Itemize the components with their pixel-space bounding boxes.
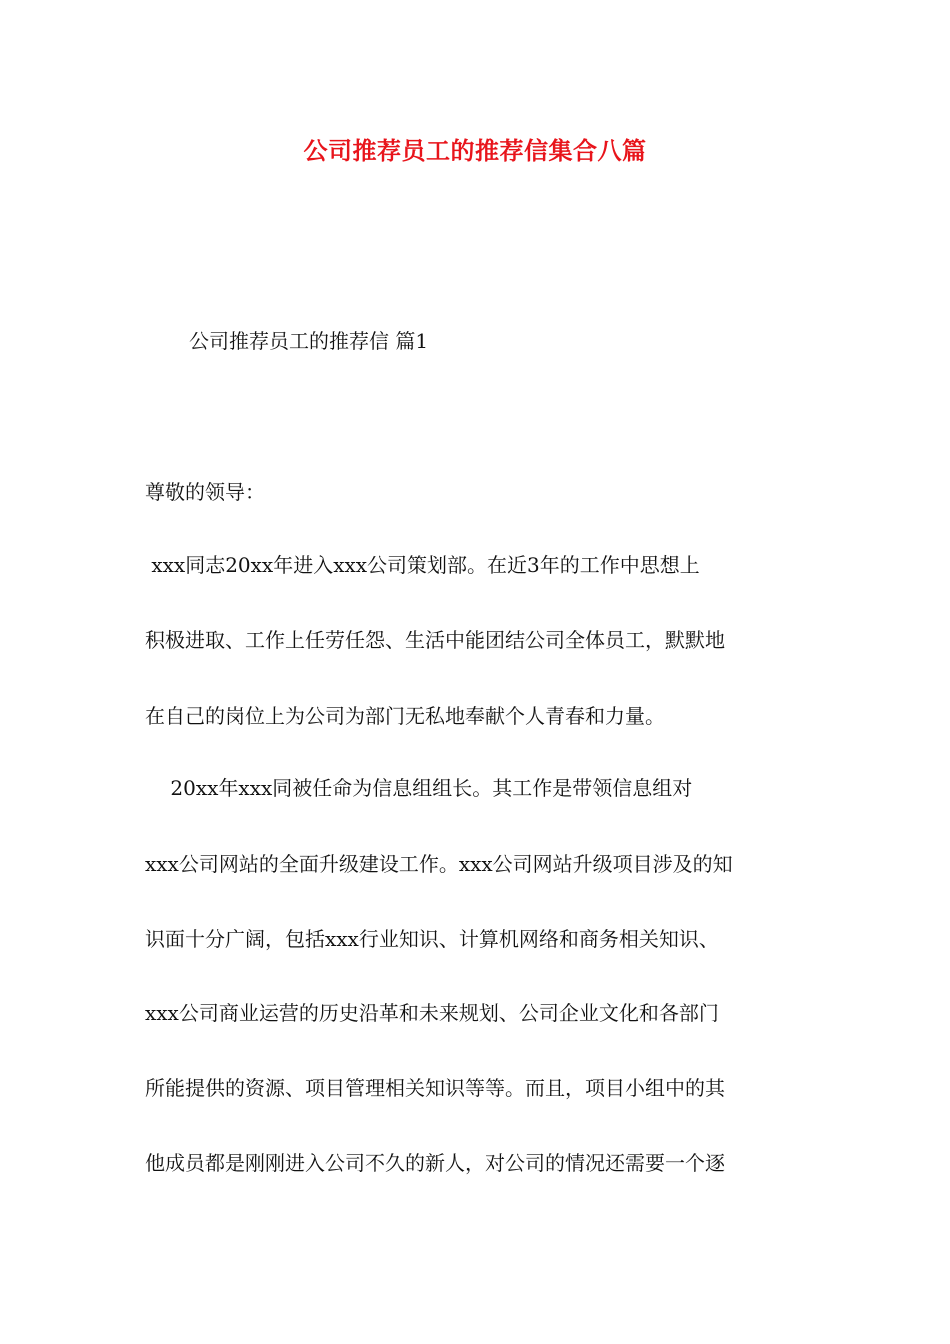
paragraph-line: xxx同志20xx年进入xxx公司策划部。在近3年的工作中思想上: [145, 553, 700, 577]
paragraph-line: 所能提供的资源、项目管理相关知识等等。而且，项目小组中的其: [145, 1076, 725, 1100]
paragraph-line: xxx公司商业运营的历史沿革和未来规划、公司企业文化和各部门: [145, 1001, 719, 1025]
section-heading: 公司推荐员工的推荐信 篇1: [189, 329, 429, 353]
paragraph-line: xxx公司网站的全面升级建设工作。xxx公司网站升级项目涉及的知: [145, 852, 733, 876]
paragraph-line: 在自己的岗位上为公司为部门无私地奉献个人青春和力量。: [145, 704, 665, 728]
paragraph-line: 积极进取、工作上任劳任怨、生活中能团结公司全体员工，默默地: [145, 628, 725, 652]
document-title: 公司推荐员工的推荐信集合八篇: [303, 136, 647, 165]
paragraph-line: 20xx年xxx同被任命为信息组组长。其工作是带领信息组对: [145, 776, 693, 800]
paragraph-line: 识面十分广阔，包括xxx行业知识、计算机网络和商务相关知识、: [145, 927, 719, 951]
salutation: 尊敬的领导：: [145, 480, 265, 504]
paragraph-line: 他成员都是刚刚进入公司不久的新人，对公司的情况还需要一个逐: [145, 1151, 725, 1175]
